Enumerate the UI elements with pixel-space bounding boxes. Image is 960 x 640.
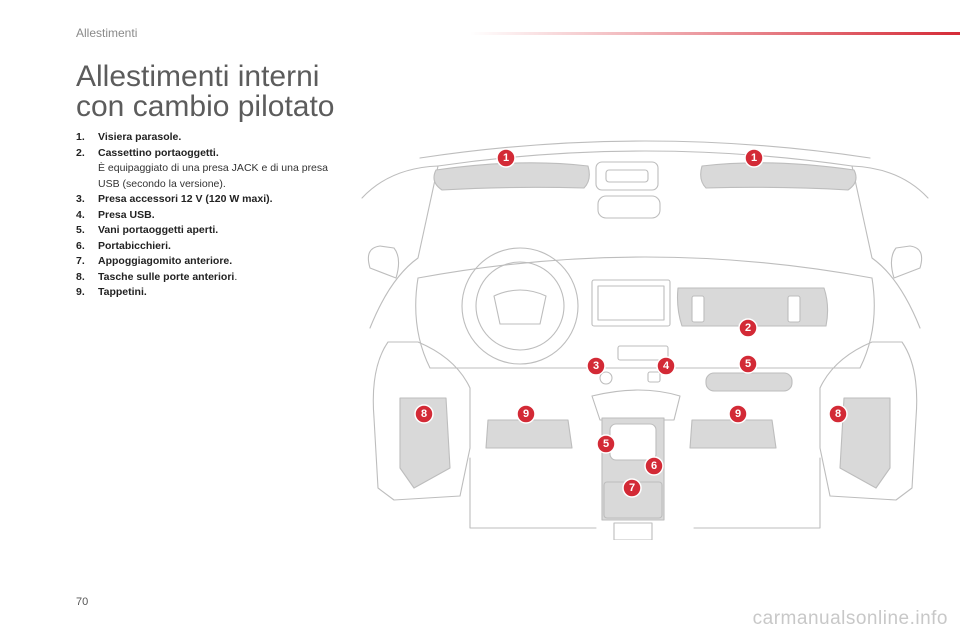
legend-item [76,146,346,193]
cup-holder-area [610,424,656,460]
dash-storage-tray [706,373,792,391]
center-vents [618,346,668,360]
glovebox-slot [788,296,800,322]
callout-number: 7 [628,482,636,494]
windscreen-frame [420,141,870,158]
callout-cup-holder [645,457,663,475]
callout-12v-socket [587,357,605,375]
callout-number: 4 [662,360,670,372]
glovebox-slot [692,296,704,322]
callout-door-pocket-left [415,405,433,423]
legend-number: 4. [76,208,85,221]
callout-number: 9 [734,408,742,420]
callout-usb-socket [657,357,675,375]
dashboard-top [418,257,872,278]
page-title-line-2: con cambio pilotato [76,90,335,123]
legend-item [76,192,346,208]
callout-door-pocket-right [829,405,847,423]
legend-number: 1. [76,131,85,143]
legend-note: È equipaggiato di una presa JACK e di una presa USB (secondo la versione). [98,162,328,190]
callout-storage-console [597,435,615,453]
callout-number: 6 [650,460,658,472]
callout-number: 1 [750,152,758,164]
legend-label: Appoggiagomito anteriore. [98,255,233,267]
legend-number: 9. [76,286,85,298]
callout-sun-visor-right [745,149,763,167]
legend-number: 3. [76,193,85,205]
right-sun-visor [701,163,856,190]
overhead-console [596,162,658,190]
steering-wheel-inner [476,262,564,350]
legend-item [76,285,346,301]
callout-floor-mat-left [517,405,535,423]
callout-number: 1 [502,152,510,164]
legend-item [76,208,346,224]
gear-selector-area [592,390,680,420]
legend-number: 5. [76,224,85,236]
right-door-pocket [840,398,890,488]
callout-number: 5 [602,438,610,450]
left-door-mirror [368,246,398,278]
left-sun-visor [434,163,589,190]
legend-label: Portabicchieri. [98,239,171,252]
overhead-light [606,170,648,182]
callout-floor-mat-right [729,405,747,423]
section-header: Allestimenti [76,26,138,40]
callout-number: 3 [592,360,600,372]
right-door-mirror [891,246,921,278]
legend-number: 2. [76,146,85,159]
page-title-line-1: Allestimenti interni [76,60,320,93]
legend-label: Presa USB. [98,208,155,221]
legend-number: 7. [76,255,85,267]
callout-number: 5 [744,358,752,370]
page-title [76,62,376,122]
header-rule [470,32,960,35]
callout-sun-visor-left [497,149,515,167]
interior-diagram [360,128,930,540]
page-number: 70 [76,596,89,608]
legend-label: Visiera parasole. [98,131,182,143]
usb-socket [648,372,660,382]
legend-list [76,130,346,301]
legend-label: Cassettino portaoggetti. [98,146,219,159]
legend-item [76,239,346,255]
legend-label: Presa accessori 12 V (120 W maxi). [98,193,273,205]
legend-number: 6. [76,239,85,252]
legend-item [76,270,346,286]
callout-glovebox [739,319,757,337]
watermark: carmanualsonline.info [752,608,948,629]
callout-armrest [623,479,641,497]
right-a-pillar [852,166,928,328]
legend-label: Tasche sulle porte anteriori [98,270,235,283]
rear-console [614,523,652,540]
legend-item [76,130,346,146]
legend-item [76,223,346,239]
steering-hub [494,290,546,324]
left-a-pillar [362,166,438,328]
callout-number: 8 [834,408,842,420]
callout-storage-dash [739,355,757,373]
screen-display [598,286,664,320]
legend-label: Vani portaoggetti aperti. [98,224,219,236]
legend-number: 8. [76,270,85,283]
left-floor-mat [486,420,572,448]
legend-item [76,254,346,270]
central-touchscreen [592,280,670,326]
steering-wheel [462,248,578,364]
legend-label: Tappetini. [98,286,147,298]
legend-suffix: . [234,270,238,283]
right-floor-mat [690,420,776,448]
callout-number: 2 [744,322,752,334]
callout-number: 9 [522,408,530,420]
callout-number: 8 [420,408,428,420]
rear-view-mirror [598,196,660,218]
